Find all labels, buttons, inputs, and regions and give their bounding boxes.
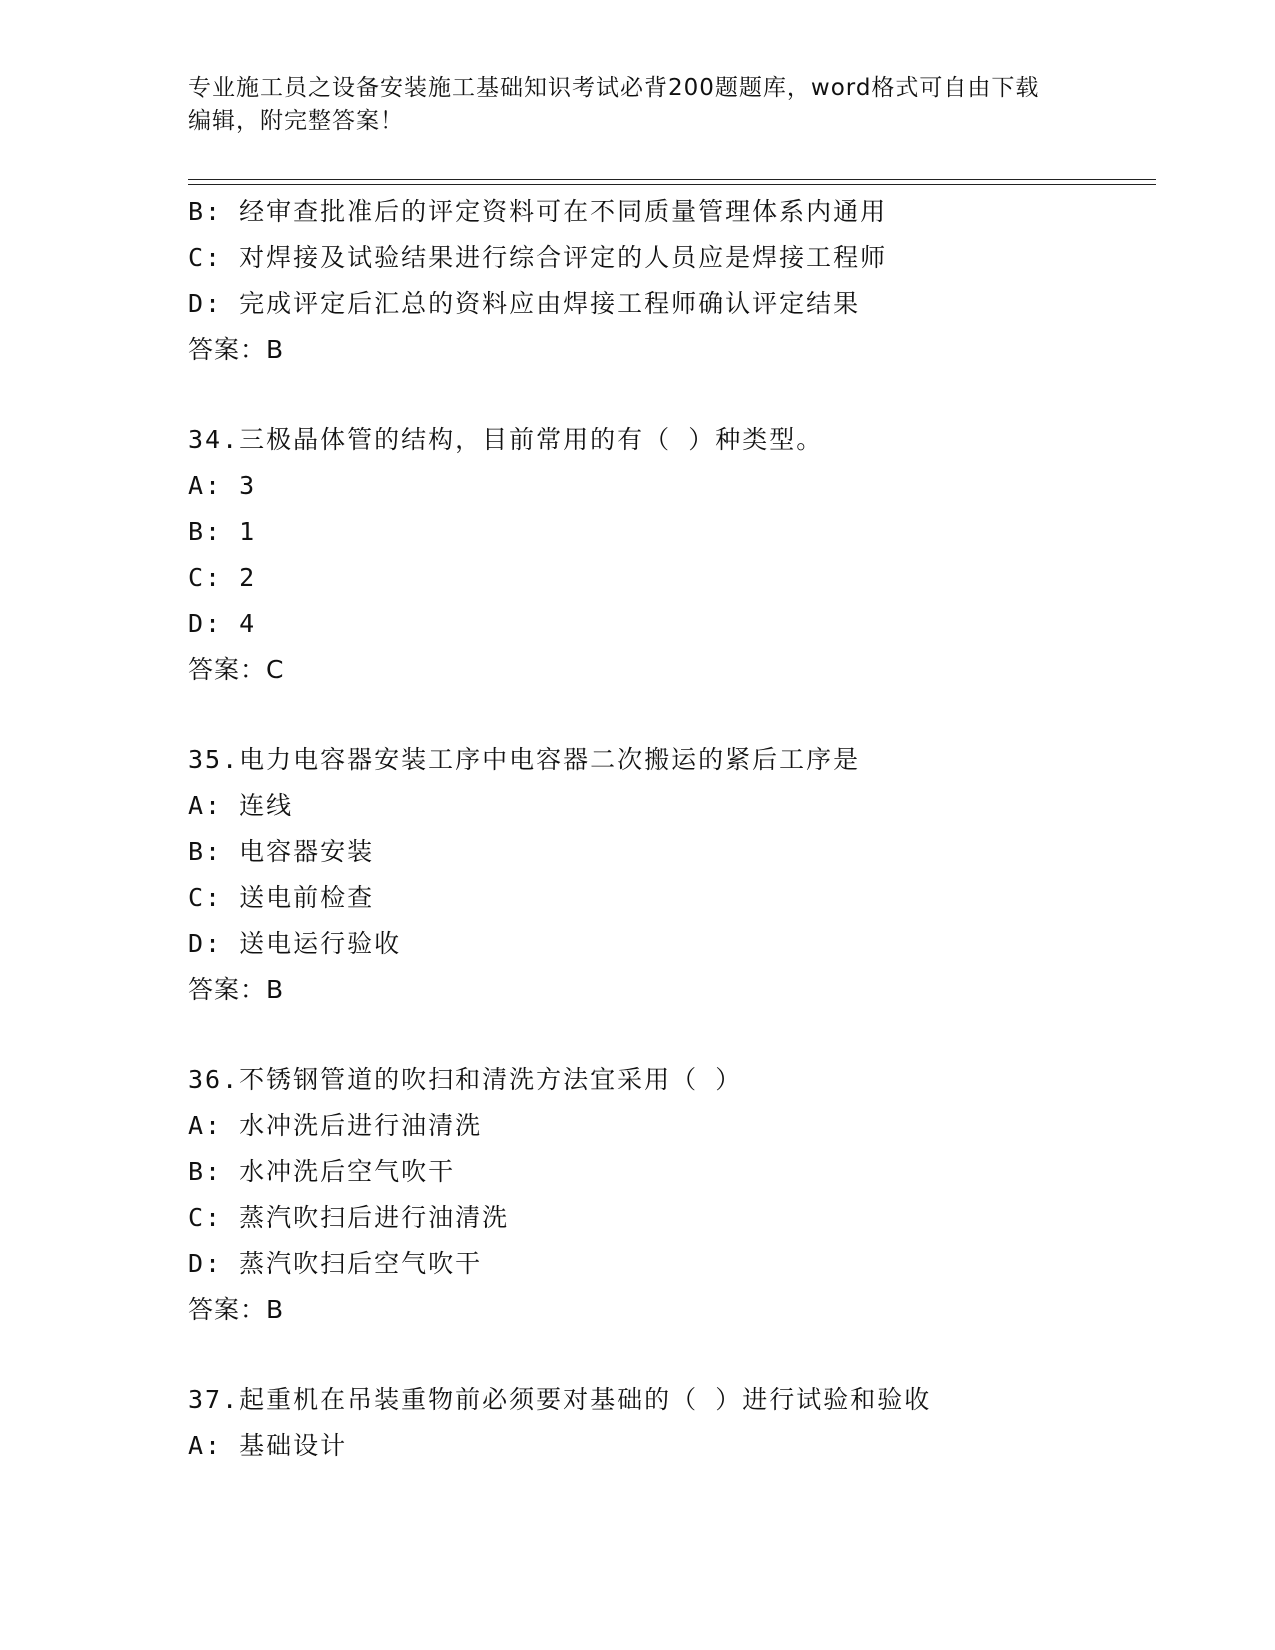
header-line-1: 专业施工员之设备安装施工基础知识考试必背200题题库，word格式可自由下载 — [188, 75, 1040, 101]
question-block-37 — [188, 1377, 1156, 1469]
question-block-34 — [188, 417, 1156, 693]
option-b: B: 电容器安装 — [188, 837, 375, 866]
question-text: 36.不锈钢管道的吹扫和清洗方法宜采用（ ） — [188, 1065, 743, 1094]
option-c: C: 2 — [188, 563, 257, 592]
question-text: 34.三极晶体管的结构，目前常用的有（ ）种类型。 — [188, 425, 824, 454]
spacer — [188, 1013, 1156, 1057]
question-block-35 — [188, 737, 1156, 1013]
option-a: A: 水冲洗后进行油清洗 — [188, 1111, 483, 1140]
question-list — [188, 189, 1156, 1469]
question-text: 37.起重机在吊装重物前必须要对基础的（ ）进行试验和验收 — [188, 1385, 932, 1414]
option-b: B: 水冲洗后空气吹干 — [188, 1157, 456, 1186]
spacer — [188, 373, 1156, 417]
question-block-33 — [188, 189, 1156, 373]
answer-line: 答案：B — [188, 335, 285, 364]
question-block-36 — [188, 1057, 1156, 1333]
option-c: C: 蒸汽吹扫后进行油清洗 — [188, 1203, 510, 1232]
answer-line: 答案：B — [188, 975, 285, 1004]
question-text: 35.电力电容器安装工序中电容器二次搬运的紧后工序是 — [188, 745, 861, 774]
option-a: A: 基础设计 — [188, 1431, 348, 1460]
answer-line: 答案：C — [188, 655, 285, 684]
option-b: B: 经审查批准后的评定资料可在不同质量管理体系内通用 — [188, 197, 888, 226]
option-a: A: 连线 — [188, 791, 294, 820]
option-d: D: 蒸汽吹扫后空气吹干 — [188, 1249, 483, 1278]
header-line-2: 编辑，附完整答案！ — [188, 108, 404, 134]
option-c: C: 送电前检查 — [188, 883, 375, 912]
header-rule-bottom — [188, 184, 1156, 185]
option-d: D: 送电运行验收 — [188, 929, 402, 958]
spacer — [188, 693, 1156, 737]
option-d: D: 完成评定后汇总的资料应由焊接工程师确认评定结果 — [188, 289, 861, 318]
spacer — [188, 1333, 1156, 1377]
answer-line: 答案：B — [188, 1295, 285, 1324]
option-c: C: 对焊接及试验结果进行综合评定的人员应是焊接工程师 — [188, 243, 888, 272]
header-rule-top — [188, 179, 1156, 180]
option-b: B: 1 — [188, 517, 257, 546]
document-header — [188, 72, 1088, 138]
option-d: D: 4 — [188, 609, 257, 638]
option-a: A: 3 — [188, 471, 257, 500]
